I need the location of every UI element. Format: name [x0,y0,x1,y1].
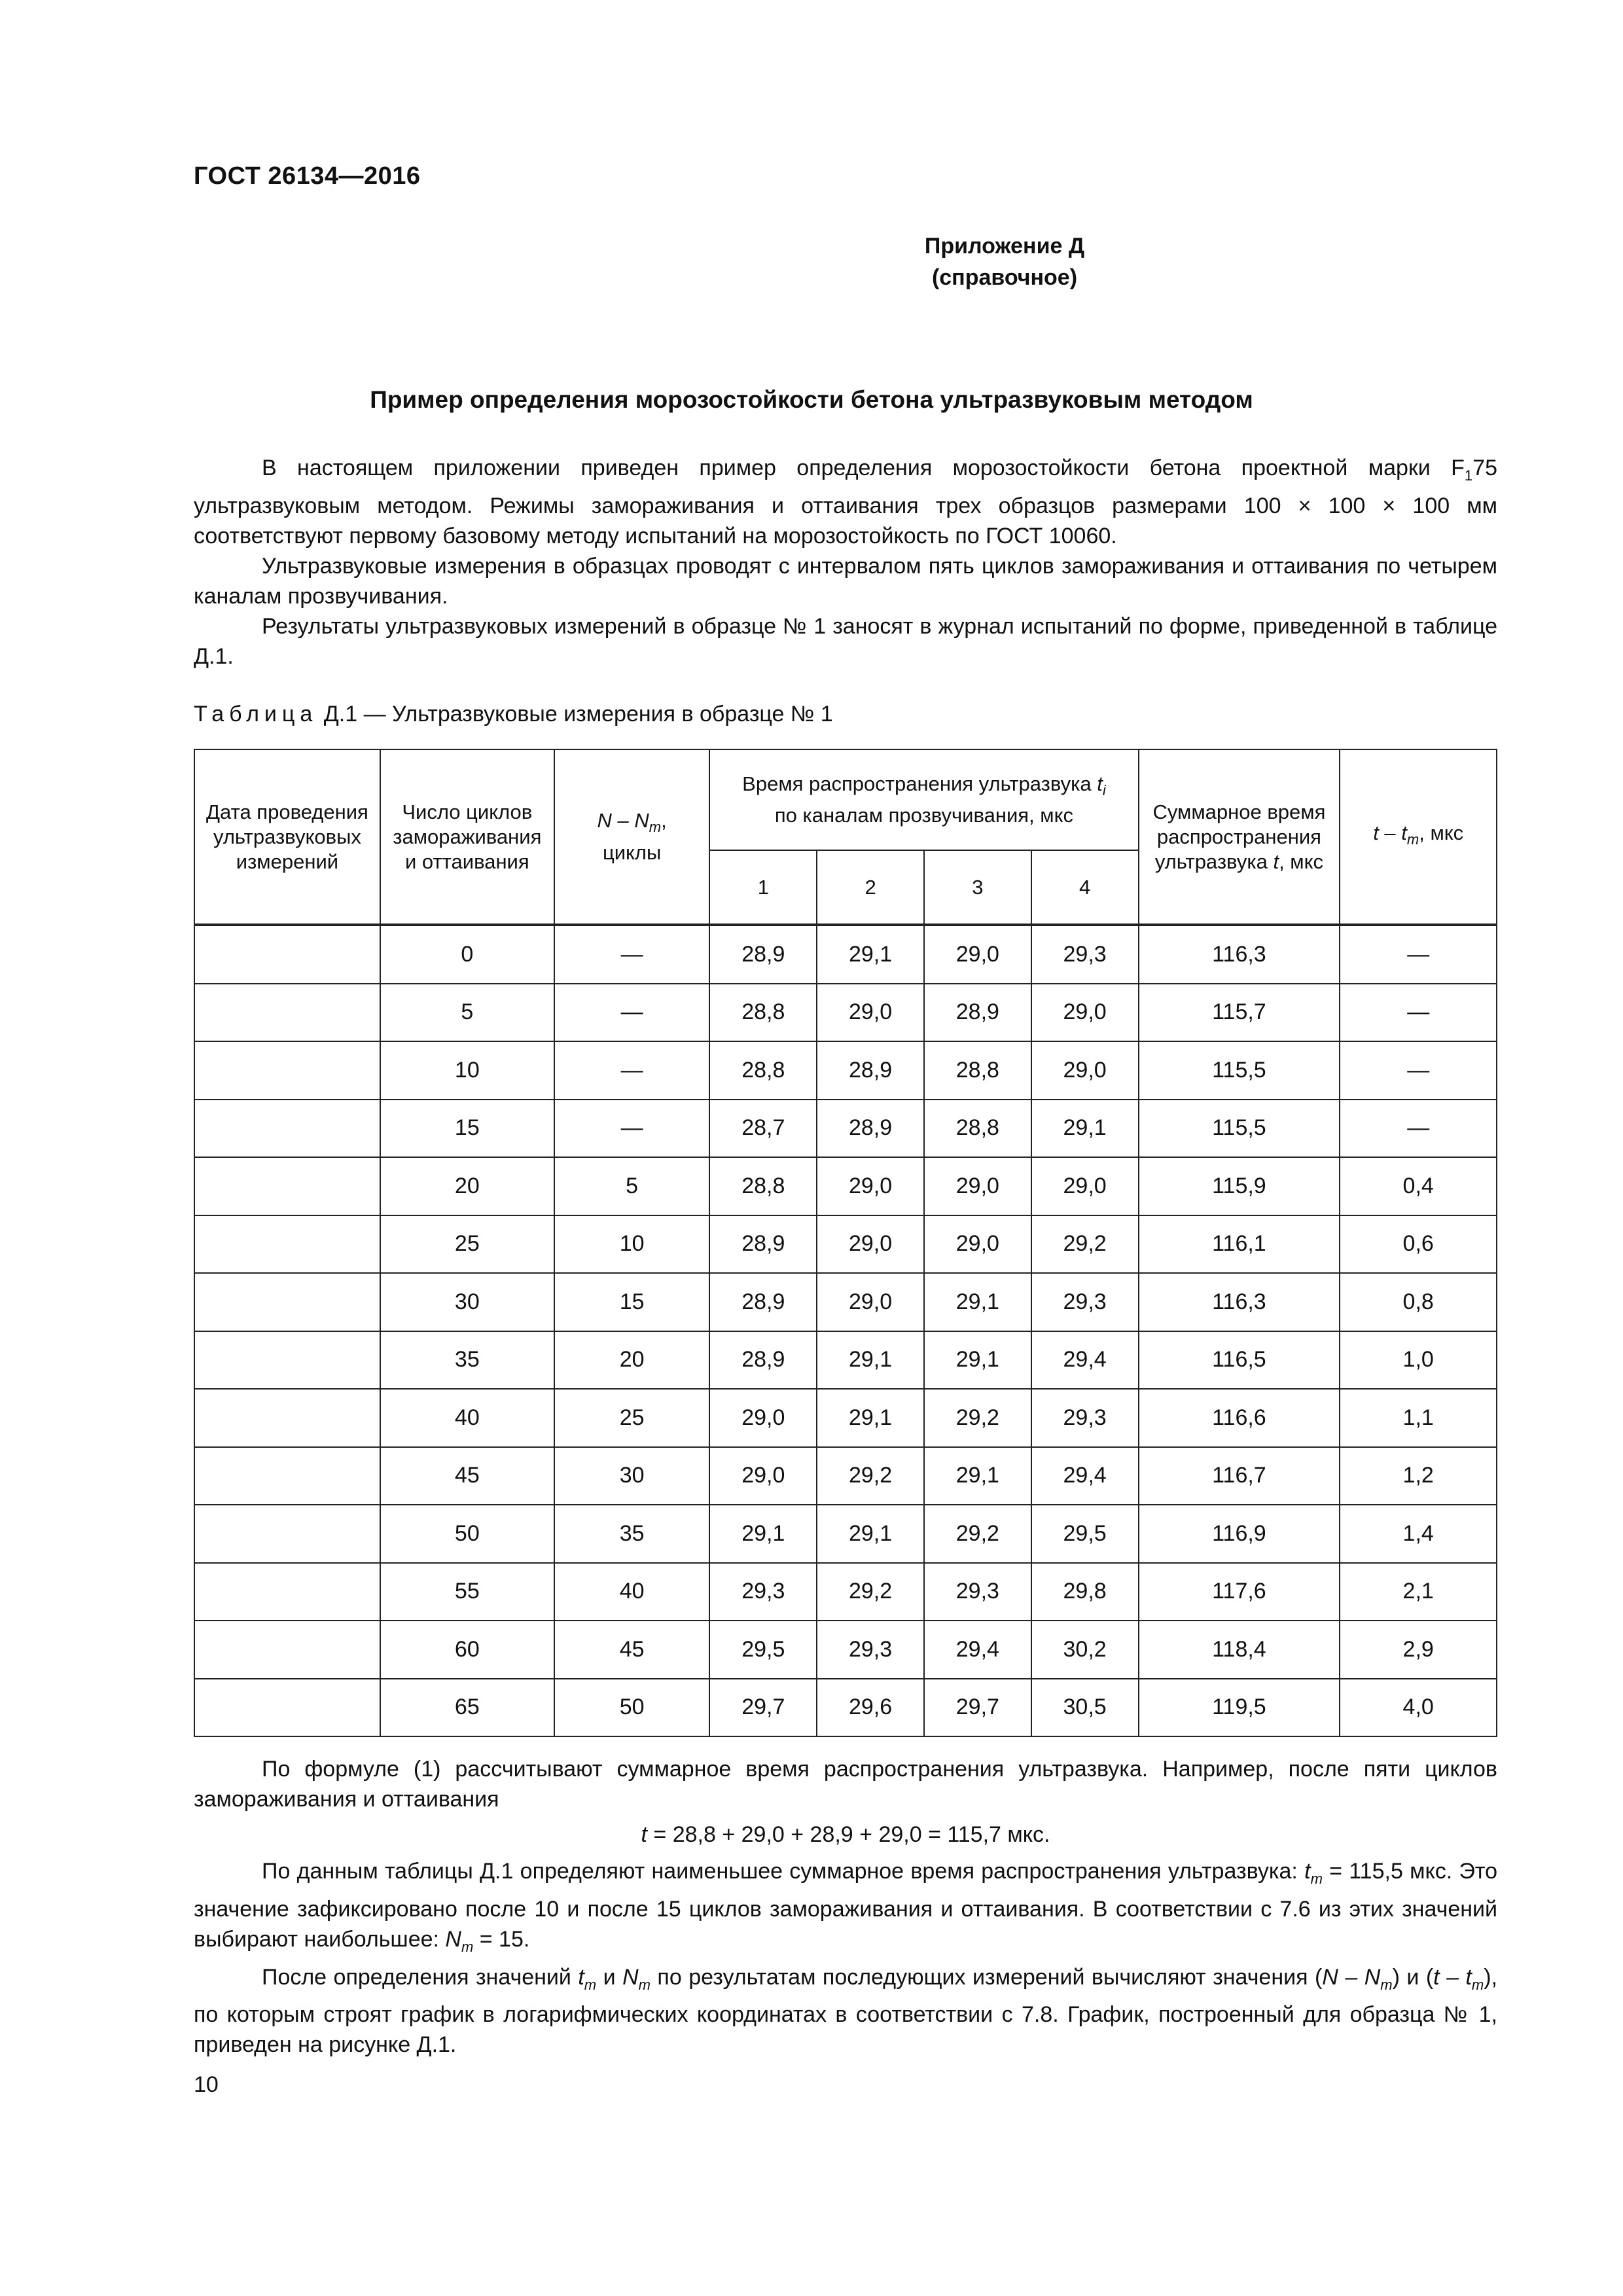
header-diff: t – $t_m$, мкс [1340,749,1497,925]
cell-c3: 29,3 [924,1563,1031,1621]
cell-diff: 1,2 [1340,1447,1497,1505]
table-row [194,1505,1497,1563]
table-row [194,1273,1497,1331]
cell-diff: — [1340,925,1497,984]
cell-n: 15 [554,1273,710,1331]
cell-date [194,1505,380,1563]
cell-c3: 29,0 [924,1157,1031,1215]
cell-c4: 29,3 [1031,925,1139,984]
header-cycles: Число циклов замораживания и оттаивания [380,749,554,925]
table-header-row [194,749,1497,850]
cell-date [194,1389,380,1447]
cell-c1: 28,7 [709,1100,817,1158]
cell-diff: — [1340,984,1497,1042]
cell-c4: 30,2 [1031,1621,1139,1679]
cell-n: 5 [554,1157,710,1215]
standard-code: ГОСТ 26134—2016 [194,162,421,190]
cell-c4: 30,5 [1031,1679,1139,1737]
cell-date [194,1331,380,1390]
header-channel-4: 4 [1031,850,1139,925]
appendix-type: (справочное) [931,265,1078,290]
cell-c2: 28,9 [817,1041,924,1100]
cell-c4: 29,5 [1031,1505,1139,1563]
table-row [194,1100,1497,1158]
cell-c2: 29,6 [817,1679,924,1737]
cell-n: 40 [554,1563,710,1621]
cell-date [194,1273,380,1331]
cell-n: 35 [554,1505,710,1563]
page-number: 10 [194,2072,219,2097]
cell-sum: 118,4 [1139,1621,1340,1679]
cell-c2: 29,3 [817,1621,924,1679]
cell-c1: 28,8 [709,1157,817,1215]
intro-paragraph-1: В настоящем приложении приведен пример определения морозостойкости бетона проектной марки $F_175$ ультразвуковым методом. Режимы замораживания и оттаивания трех образцов размерами 100 × 100 × 100 мм соответствуют первому базовому методу испытаний на морозостойкость по ГОСТ 10060. [194,456,1497,548]
cell-c4: 29,4 [1031,1447,1139,1505]
cell-c1: 28,9 [709,1273,817,1331]
table-row [194,925,1497,984]
header-channel-1: 1 [709,850,817,925]
cell-sum: 116,6 [1139,1389,1340,1447]
cell-date [194,1157,380,1215]
cell-c4: 29,0 [1031,984,1139,1042]
cell-diff: 2,1 [1340,1563,1497,1621]
header-date: Дата проведения ультразвуковых измерений [194,749,380,925]
cell-cycles: 40 [380,1389,554,1447]
cell-c2: 29,1 [817,1505,924,1563]
table-row [194,984,1497,1042]
cell-date [194,1679,380,1737]
cell-cycles: 10 [380,1041,554,1100]
appendix-title: Приложение Д [924,234,1085,259]
table-body [194,925,1497,1736]
cell-n: 25 [554,1389,710,1447]
appendix-heading [0,230,1623,293]
cell-sum: 115,5 [1139,1100,1340,1158]
cell-c1: 29,1 [709,1505,817,1563]
header-channel-3: 3 [924,850,1031,925]
cell-c4: 29,3 [1031,1389,1139,1447]
cell-c1: 29,3 [709,1563,817,1621]
header-time-group: Время распространения ультразвука $t_i$ по каналам прозвучивания, мкс [709,749,1138,850]
calculation-section [194,1754,1497,2060]
cell-n: — [554,925,710,984]
cell-c3: 29,7 [924,1679,1031,1737]
cell-cycles: 15 [380,1100,554,1158]
cell-diff: 1,4 [1340,1505,1497,1563]
cell-sum: 116,7 [1139,1447,1340,1505]
intro-section [194,453,1497,672]
cell-sum: 115,9 [1139,1157,1340,1215]
cell-n: 10 [554,1215,710,1274]
table-row [194,1621,1497,1679]
cell-cycles: 25 [380,1215,554,1274]
cell-cycles: 30 [380,1273,554,1331]
cell-date [194,1100,380,1158]
cell-c4: 29,3 [1031,1273,1139,1331]
table-caption: Таблица Д.1 — Ультразвуковые измерения в образце № 1 [194,702,833,726]
table-row [194,1041,1497,1100]
cell-diff: 0,4 [1340,1157,1497,1215]
cell-sum: 116,9 [1139,1505,1340,1563]
cell-sum: 116,1 [1139,1215,1340,1274]
cell-sum: 116,3 [1139,1273,1340,1331]
cell-c3: 29,0 [924,925,1031,984]
cell-cycles: 65 [380,1679,554,1737]
cell-date [194,1563,380,1621]
cell-cycles: 45 [380,1447,554,1505]
cell-c2: 29,0 [817,1215,924,1274]
cell-diff: 1,0 [1340,1331,1497,1390]
cell-c1: 29,7 [709,1679,817,1737]
cell-date [194,925,380,984]
cell-c2: 29,1 [817,925,924,984]
formula-line: t = 28,8 + 29,0 + 28,9 + 29,0 = 115,7 мкс. [641,1822,1050,1847]
cell-n: — [554,984,710,1042]
table-row [194,1563,1497,1621]
cell-c1: 28,8 [709,984,817,1042]
cell-c2: 29,1 [817,1331,924,1390]
cell-c2: 29,0 [817,1273,924,1331]
cell-c3: 29,2 [924,1389,1031,1447]
cell-c1: 29,0 [709,1447,817,1505]
cell-c3: 29,1 [924,1447,1031,1505]
cell-c4: 29,0 [1031,1157,1139,1215]
header-n-minus-nm: N – $N_m$, циклы [554,749,710,925]
cell-c3: 28,9 [924,984,1031,1042]
cell-c2: 29,2 [817,1447,924,1505]
cell-c3: 29,4 [924,1621,1031,1679]
cell-sum: 115,7 [1139,984,1340,1042]
cell-cycles: 20 [380,1157,554,1215]
cell-sum: 115,5 [1139,1041,1340,1100]
cell-c2: 29,0 [817,1157,924,1215]
cell-sum: 116,3 [1139,925,1340,984]
cell-c4: 29,8 [1031,1563,1139,1621]
cell-c2: 29,2 [817,1563,924,1621]
cell-c3: 28,8 [924,1100,1031,1158]
table-row [194,1331,1497,1390]
cell-c4: 29,1 [1031,1100,1139,1158]
after-paragraph-1: По формуле (1) рассчитывают суммарное время распространения ультразвука. Например, после пяти циклов замораживания и оттаивания [194,1757,1497,1812]
cell-c1: 29,5 [709,1621,817,1679]
table-row [194,1447,1497,1505]
intro-paragraph-3: Результаты ультразвуковых измерений в образце № 1 заносят в журнал испытаний по форме, приведенной в таблице Д.1. [194,613,1497,669]
cell-n: 45 [554,1621,710,1679]
cell-cycles: 60 [380,1621,554,1679]
cell-c3: 29,2 [924,1505,1031,1563]
cell-date [194,1041,380,1100]
cell-c1: 28,9 [709,1215,817,1274]
cell-cycles: 0 [380,925,554,984]
cell-cycles: 35 [380,1331,554,1390]
cell-c1: 28,8 [709,1041,817,1100]
after-paragraph-3: После определения значений $t_m$ и $N_m$ по результатам последующих измерений вычисляют значения $(N - N_m)$ и $(t - t_m)$, по которым строят график в логарифмических координатах в соответствии с 7.8. График, построенный для образца № 1, приведен на рисунке Д.1. [194,1964,1497,2058]
cell-c2: 29,1 [817,1389,924,1447]
cell-n: 50 [554,1679,710,1737]
measurements-table [194,749,1497,1737]
cell-date [194,1215,380,1274]
cell-n: — [554,1041,710,1100]
cell-c3: 29,1 [924,1331,1031,1390]
cell-date [194,1447,380,1505]
cell-diff: 1,1 [1340,1389,1497,1447]
cell-c1: 29,0 [709,1389,817,1447]
header-sum-time: Суммарное время распространения ультразвука t, мкс [1139,749,1340,925]
cell-diff: 0,8 [1340,1273,1497,1331]
cell-c1: 28,9 [709,925,817,984]
cell-date [194,984,380,1042]
cell-c2: 29,0 [817,984,924,1042]
cell-sum: 116,5 [1139,1331,1340,1390]
cell-date [194,1621,380,1679]
cell-c4: 29,2 [1031,1215,1139,1274]
cell-cycles: 5 [380,984,554,1042]
cell-c1: 28,9 [709,1331,817,1390]
cell-c3: 29,0 [924,1215,1031,1274]
cell-diff: 0,6 [1340,1215,1497,1274]
cell-sum: 119,5 [1139,1679,1340,1737]
cell-sum: 117,6 [1139,1563,1340,1621]
cell-diff: — [1340,1041,1497,1100]
cell-n: 20 [554,1331,710,1390]
table-row [194,1679,1497,1737]
cell-diff: — [1340,1100,1497,1158]
table-row [194,1157,1497,1215]
cell-n: 30 [554,1447,710,1505]
cell-c4: 29,4 [1031,1331,1139,1390]
after-paragraph-2: По данным таблицы Д.1 определяют наименьшее суммарное время распространения ультразвука: $t_m = 115,5$ мкс. Это значение зафиксировано после 10 и после 15 циклов замораживания и оттаивания. В соответствии с 7.6 из этих значений выбирают наибольшее: $N_m = 15$. [194,1859,1497,1955]
cell-cycles: 55 [380,1563,554,1621]
intro-paragraph-2: Ультразвуковые измерения в образцах проводят с интервалом пять циклов замораживания и оттаивания по четырем каналам прозвучивания. [194,553,1497,609]
cell-c2: 28,9 [817,1100,924,1158]
cell-diff: 2,9 [1340,1621,1497,1679]
cell-c4: 29,0 [1031,1041,1139,1100]
cell-n: — [554,1100,710,1158]
table-row [194,1389,1497,1447]
appendix-main-title: Пример определения морозостойкости бетона ультразвуковым методом [370,386,1253,413]
table-row [194,1215,1497,1274]
cell-c3: 28,8 [924,1041,1031,1100]
cell-diff: 4,0 [1340,1679,1497,1737]
header-channel-2: 2 [817,850,924,925]
cell-c3: 29,1 [924,1273,1031,1331]
cell-cycles: 50 [380,1505,554,1563]
